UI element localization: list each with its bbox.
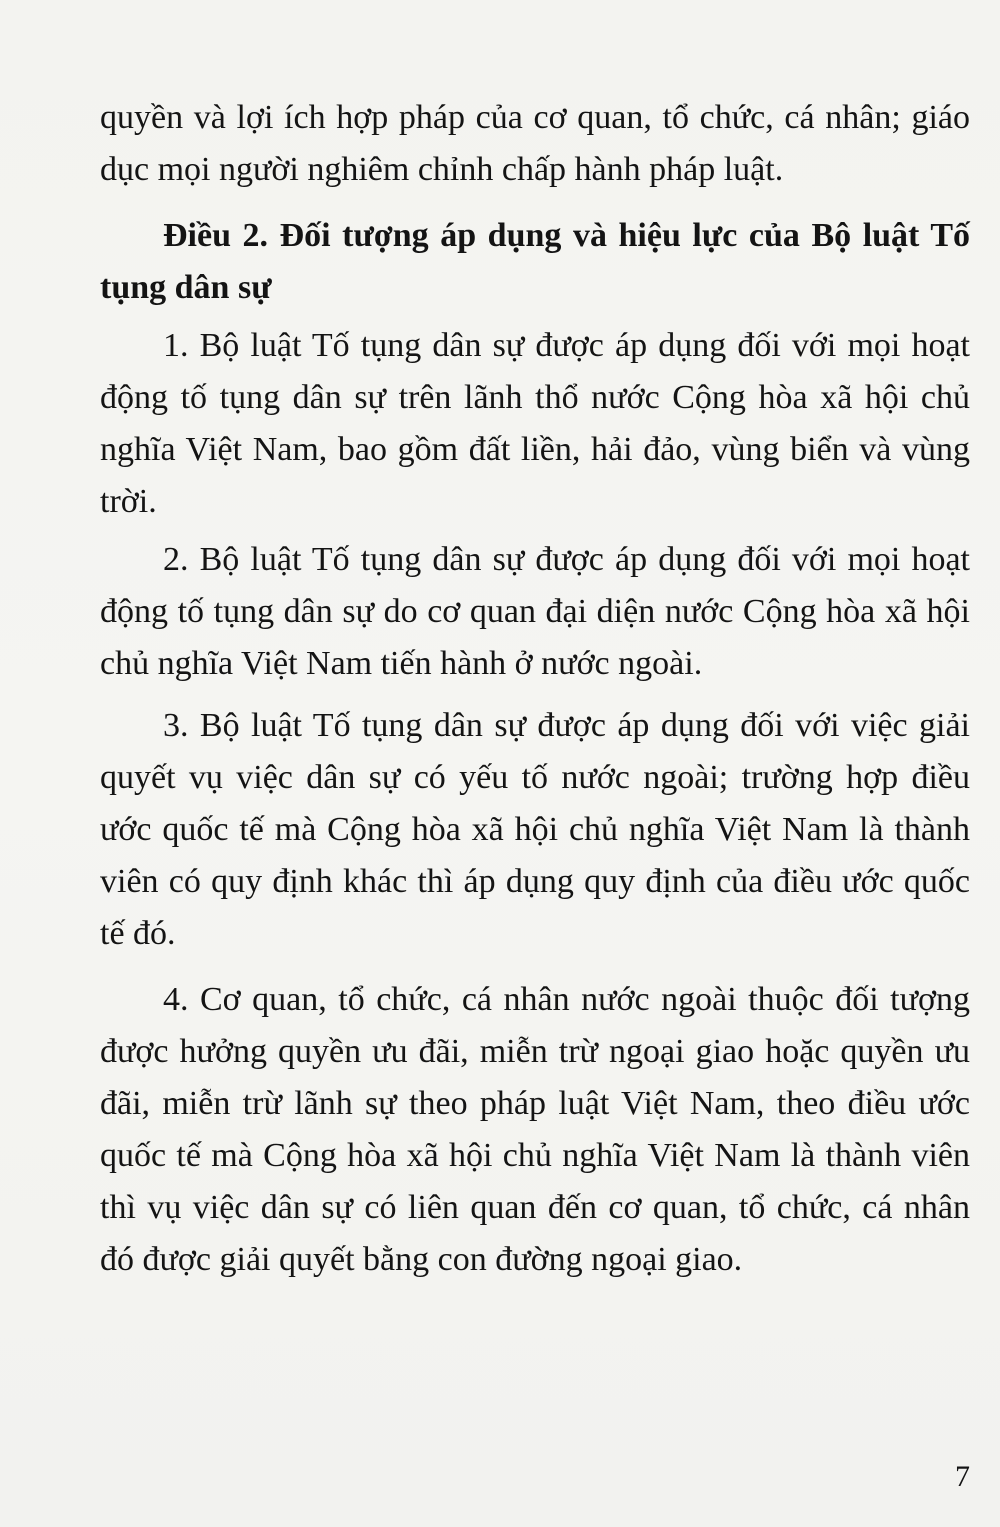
clause-3: 3. Bộ luật Tố tụng dân sự được áp dụng đối với việc giải quyết vụ việc dân sự có yếu tố nước ngoài; trường hợp điều ước quốc tế mà Cộng hòa xã hội chủ nghĩa Việt Nam là thành viên có quy định khác thì áp dụng quy định của điều ước quốc tế đó. (100, 707, 970, 952)
clause-4: 4. Cơ quan, tổ chức, cá nhân nước ngoài thuộc đối tượng được hưởng quyền ưu đãi, miễn trừ ngoại giao hoặc quyền ưu đãi, miễn trừ lãnh sự theo pháp luật Việt Nam, theo điều ước quốc tế mà Cộng hòa xã hội chủ nghĩa Việt Nam là thành viên thì vụ việc dân sự có liên quan đến cơ quan, tổ chức, cá nhân đó được giải quyết bằng con đường ngoại giao. (100, 981, 970, 1278)
clause-2: 2. Bộ luật Tố tụng dân sự được áp dụng đối với mọi hoạt động tố tụng dân sự do cơ quan đại diện nước Cộng hòa xã hội chủ nghĩa Việt Nam tiến hành ở nước ngoài. (100, 541, 970, 682)
article-heading: Điều 2. Đối tượng áp dụng và hiệu lực của Bộ luật Tố tụng dân sự (100, 217, 970, 306)
paragraph-continued: quyền và lợi ích hợp pháp của cơ quan, tổ chức, cá nhân; giáo dục mọi người nghiêm chỉnh chấp hành pháp luật. (100, 99, 970, 188)
clause-1: 1. Bộ luật Tố tụng dân sự được áp dụng đối với mọi hoạt động tố tụng dân sự trên lãnh thổ nước Cộng hòa xã hội chủ nghĩa Việt Nam, bao gồm đất liền, hải đảo, vùng biển và vùng trời. (100, 327, 970, 520)
page-number: 7 (955, 1460, 970, 1493)
page-body (100, 92, 970, 1286)
